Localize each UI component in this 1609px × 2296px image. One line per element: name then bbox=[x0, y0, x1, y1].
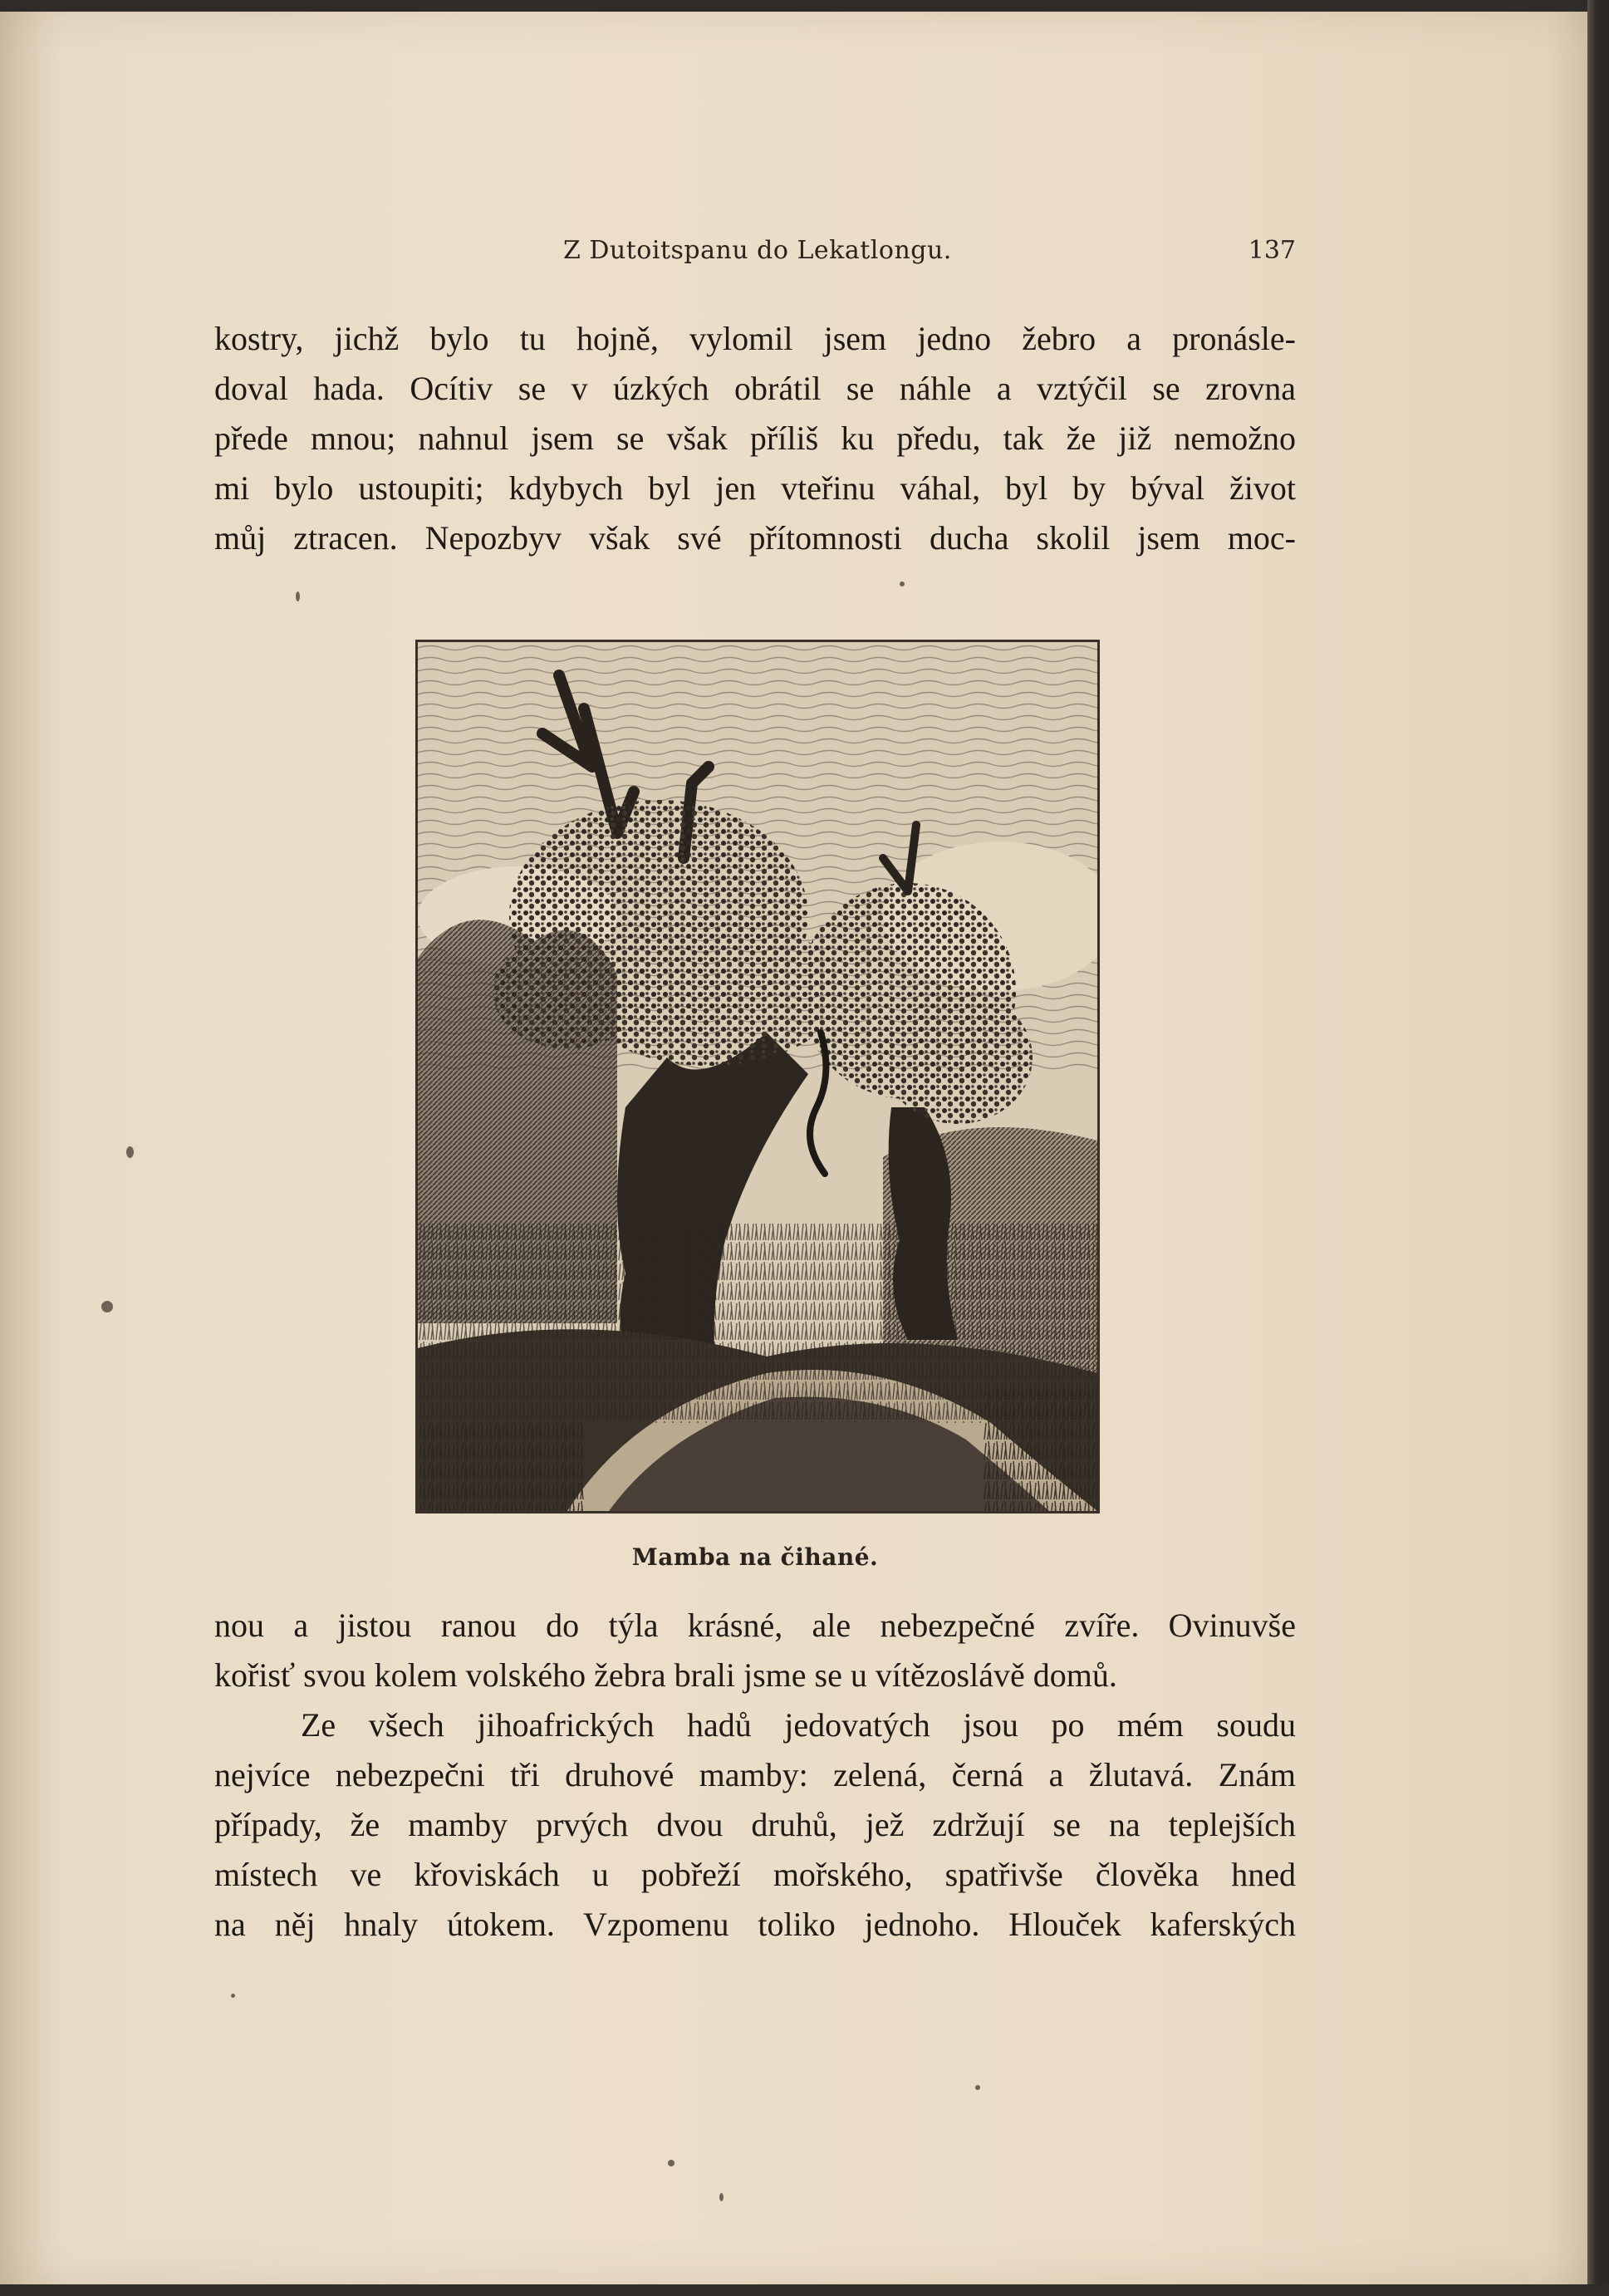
text-line: mi bylo ustoupiti; kdybych byl jen vteřinu váhal, byl by býval život bbox=[214, 469, 1296, 507]
engraving-drawing bbox=[418, 642, 1097, 1511]
paper-speck bbox=[126, 1146, 134, 1158]
text-line: doval hada. Ocítiv se v úzkých obrátil se náhle a vztýčil se zrovna bbox=[214, 370, 1296, 407]
text-line: kostry, jichž bylo tu hojně, vylomil jsem jedno žebro a pronásle- bbox=[214, 320, 1296, 357]
text-line: přede mnou; nahnul jsem se však příliš ku předu, tak že již nemožno bbox=[214, 419, 1296, 457]
text-line: případy, že mamby prvých dvou druhů, jež zdržují se na teplejších bbox=[214, 1806, 1296, 1843]
running-header bbox=[214, 233, 1296, 269]
engraving-illustration bbox=[415, 640, 1100, 1513]
scan-edge-bottom bbox=[0, 2284, 1609, 2296]
running-title: Z Dutoitspanu do Lekatlongu. bbox=[563, 236, 952, 265]
scan-edge-top bbox=[0, 0, 1609, 12]
scan-edge-right bbox=[1587, 0, 1609, 2296]
paper-speck bbox=[296, 591, 300, 601]
paper-speck bbox=[719, 2193, 724, 2201]
text-line: kořisť svou kolem volského žebra brali jsme se u vítězoslávě domů. bbox=[214, 1656, 1117, 1694]
paper-speck bbox=[900, 581, 905, 586]
text-line: nou a jistou ranou do týla krásné, ale nebezpečné zvíře. Ovinuvše bbox=[214, 1607, 1296, 1644]
text-line: můj ztracen. Nepozbyv však své přítomnosti ducha skolil jsem moc- bbox=[214, 519, 1296, 557]
paper-speck bbox=[668, 2160, 675, 2166]
text-line: Ze všech jihoafrických hadů jedovatých jsou po mém soudu bbox=[301, 1706, 1296, 1744]
text-line: místech ve křoviskách u pobřeží mořského, spatřivše člověka hned bbox=[214, 1856, 1296, 1893]
page-number: 137 bbox=[1248, 236, 1296, 265]
paper-speck bbox=[231, 1994, 235, 1998]
text-line: nejvíce nebezpečni tři druhové mamby: zelená, černá a žlutavá. Znám bbox=[214, 1756, 1296, 1793]
text-block-bottom bbox=[214, 1601, 1296, 1950]
text-line: na něj hnaly útokem. Vzpomenu toliko jednoho. Hlouček kaferských bbox=[214, 1906, 1296, 1943]
paper-speck bbox=[975, 2085, 980, 2090]
text-block-top bbox=[214, 314, 1296, 563]
paper-speck bbox=[101, 1301, 113, 1312]
illustration-caption: Mamba na čihané. bbox=[631, 1543, 879, 1571]
